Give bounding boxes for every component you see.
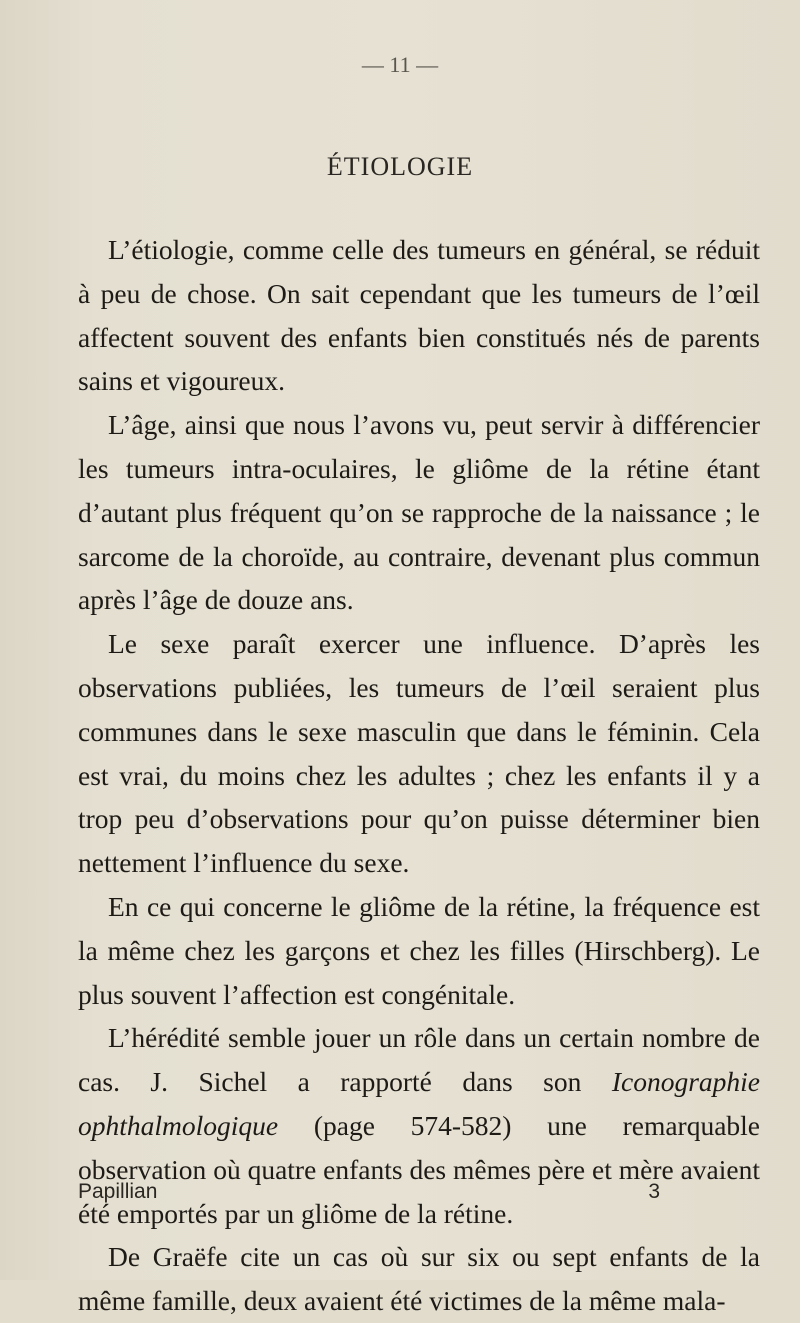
page-number: — 11 —: [361, 52, 439, 77]
paragraph-5-after: (page 574-582) une remarquable observation où quatre enfants des mêmes père et mère avaient été emportés par un gliôme de la rétine.: [78, 1109, 760, 1229]
paragraph-1: L’étiologie, comme celle des tumeurs en général, se réduit à peu de chose. On sait cependant que les tumeurs de l’œil affectent souvent des enfants bien constitués nés de parents sains et vigoureux.: [78, 234, 760, 397]
section-title: ÉTIOLOGIE: [326, 152, 474, 181]
paragraph-6: De Graëfe cite un cas où sur six ou sept enfants de la même famille, deux avaient été victimes de la même mala-: [78, 1241, 760, 1317]
paragraph-2: L’âge, ainsi que nous l’avons vu, peut servir à différencier les tumeurs intra-oculaires, le gliôme de la rétine étant d’autant plus fréquent qu’on se rapproche de la naissance ; le sarcome de la choroïde, au contraire, devenant plus commun après l’âge de douze ans.: [78, 409, 760, 616]
paragraph-4: En ce qui concerne le gliôme de la rétine, la fréquence est la même chez les garçons et chez les filles (Hirschberg). Le plus souvent l’affection est congénitale.: [78, 890, 760, 1010]
body-text: [78, 228, 760, 1323]
signature-footer: [78, 1180, 760, 1204]
paragraph-5-before: L’hérédité semble jouer un rôle dans un certain nombre de cas. J. Sichel a rapporté dans son: [78, 1022, 760, 1098]
book-title-italic: Iconographie ophthalmologique: [78, 1066, 760, 1141]
printer-signature: Papillian: [78, 1180, 158, 1203]
signature-number: 3: [648, 1180, 660, 1203]
paragraph-3: Le sexe paraît exercer une influence. D’après les observations publiées, les tumeurs de l’œil seraient plus communes dans le sexe masculin que dans le féminin. Cela est vrai, du moins chez les adultes ; chez les enfants il y a trop peu d’observations pour qu’on puisse déterminer bien nettement l’influence du sexe.: [78, 628, 760, 879]
